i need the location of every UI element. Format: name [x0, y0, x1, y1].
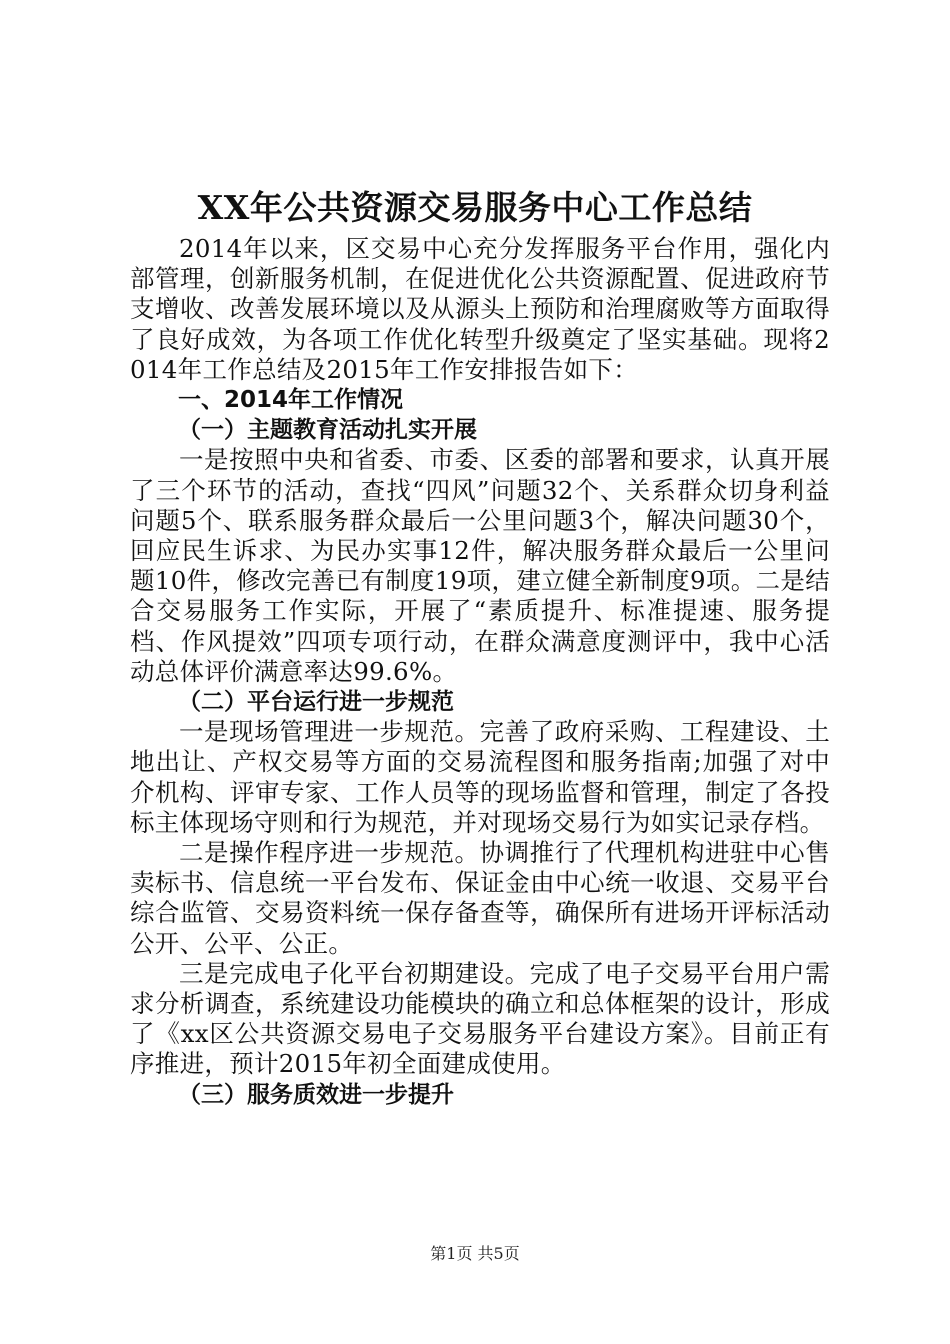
page-number-footer: 第1页 共5页 — [430, 1244, 520, 1263]
section-heading-1: 一、2014年工作情况 — [178, 387, 404, 414]
subsection-heading-3: （三）服务质效进一步提升 — [178, 1081, 454, 1108]
subsection-2-paragraph-2: 二是操作程序进一步规范。协调推行了代理机构进驻中心售卖标书、信息统一平台发布、保证金由中心统一收退、交易平台综合监管、交易资料统一保存备查等，确保所有进场开评标活动公开、公平、公正。 — [130, 838, 830, 958]
intro-paragraph: 2014年以来，区交易中心充分发挥服务平台作用，强化内部管理，创新服务机制，在促进优化公共资源配置、促进政府节支增收、改善发展环境以及从源头上预防和治理腐败等方面取得了良好成效，为各项工作优化转型升级奠定了坚实基础。现将2014年工作总结及2015年工作安排报告如下： — [130, 234, 830, 384]
subsection-heading-2: （二）平台运行进一步规范 — [178, 689, 454, 716]
document-title: XX年公共资源交易服务中心工作总结 — [197, 188, 753, 227]
subsection-1-paragraph: 一是按照中央和省委、市委、区委的部署和要求，认真开展了三个环节的活动，查找“四风”问题32个、关系群众切身利益问题5个、联系服务群众最后一公里问题3个，解决问题30个，回应民生诉求、为民办实事12件，解决服务群众最后一公里问题10件，修改完善已有制度19项，建立健全新制度9项。二是结合交易服务工作实际，开展了“素质提升、标准提速、服务提档、作风提效”四项专项行动，在群众满意度测评中，我中心活动总体评价满意率达99.6%。 — [130, 445, 830, 686]
subsection-2-paragraph-3: 三是完成电子化平台初期建设。完成了电子交易平台用户需求分析调查，系统建设功能模块的确立和总体框架的设计，形成了《xx区公共资源交易电子交易服务平台建设方案》。目前正有序推进，预计2015年初全面建成使用。 — [130, 958, 830, 1079]
subsection-heading-1: （一）主题教育活动扎实开展 — [178, 417, 477, 444]
subsection-2-paragraph-1: 一是现场管理进一步规范。完善了政府采购、工程建设、土地出让、产权交易等方面的交易流程图和服务指南;加强了对中介机构、评审专家、工作人员等的现场监督和管理，制定了各投标主体现场守则和行为规范，并对现场交易行为如实记录存档。 — [130, 717, 830, 837]
document-body — [130, 234, 830, 1110]
